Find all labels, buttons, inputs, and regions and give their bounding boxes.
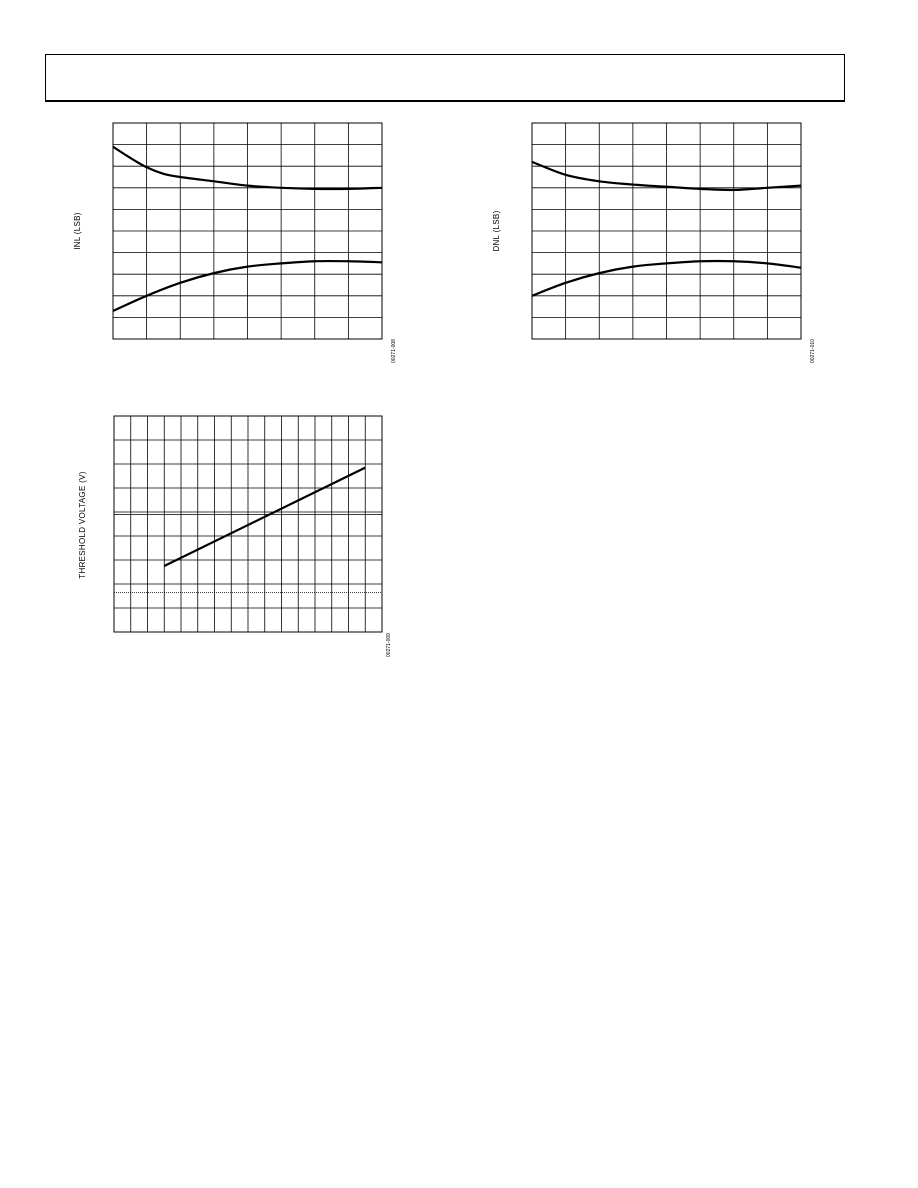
threshold-voltage-chart [114,416,382,632]
chart3-figure-id: 00271-009 [386,633,392,657]
page-header-box [45,54,845,102]
chart1-ylabel: INL (LSB) [73,212,82,250]
chart3-ylabel: THRESHOLD VOLTAGE (V) [78,471,87,579]
chart1-figure-id: 00271-008 [391,339,397,363]
dnl-chart [532,123,801,339]
chart2-figure-id: 00271-010 [810,339,816,363]
inl-chart [113,123,382,339]
chart2-ylabel: DNL (LSB) [492,210,501,252]
